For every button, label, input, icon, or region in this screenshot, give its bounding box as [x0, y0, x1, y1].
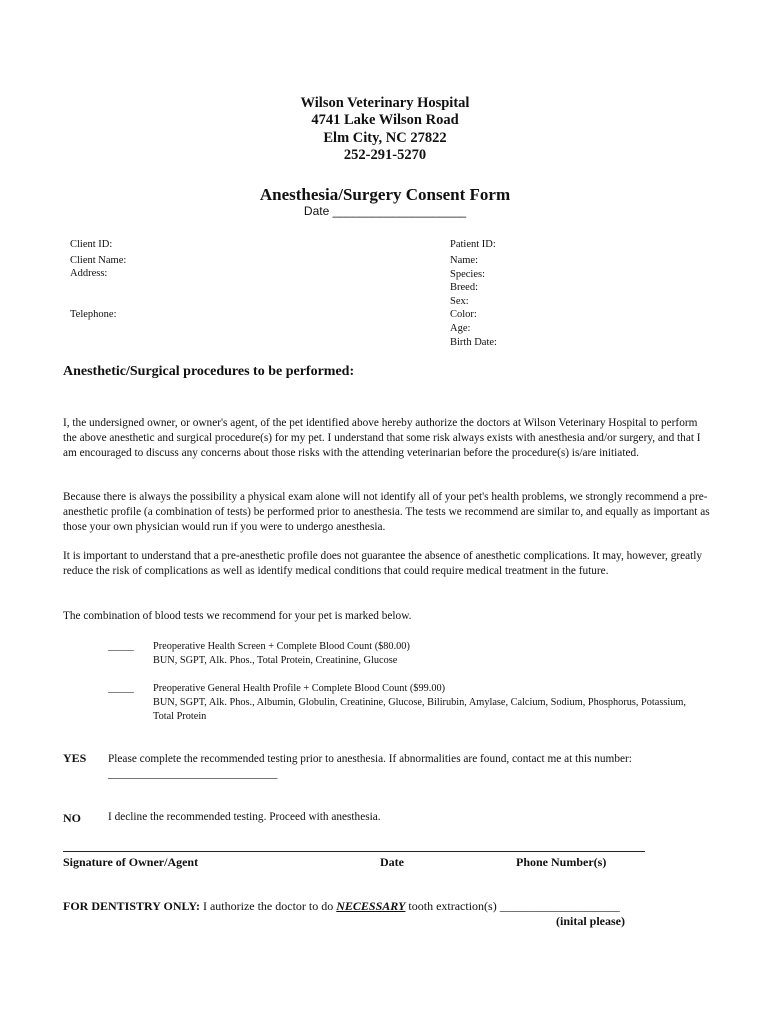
clinic-phone: 252-291-5270: [343, 147, 427, 163]
client-telephone-label: Telephone:: [70, 309, 117, 320]
signature-owner-label: Signature of Owner/Agent: [63, 855, 199, 869]
signature-line[interactable]: [63, 851, 645, 852]
dentistry-text-before: I authorize the doctor to do: [199, 899, 337, 913]
option-health-screen-title: Preoperative Health Screen + Complete Blood Count ($80.00): [153, 641, 410, 652]
dentistry-initials-label: (inital please): [556, 914, 625, 928]
option-health-profile: [153, 682, 698, 724]
option-health-screen: [153, 640, 713, 668]
option-health-profile-title: Preoperative General Health Profile + Complete Blood Count ($99.00): [153, 683, 446, 694]
option-health-screen-tests: BUN, SGPT, Alk. Phos., Total Protein, Creatinine, Glucose: [153, 655, 398, 666]
blood-tests-intro: The combination of blood tests we recommend for your pet is marked below.: [63, 610, 412, 622]
signature-date-label: Date: [380, 855, 404, 869]
patient-field-species: Species:: [450, 268, 485, 280]
patient-field-sex: Sex:: [450, 295, 469, 307]
dentistry-line: [63, 899, 620, 914]
dentistry-emphasis: NECESSARY: [336, 899, 406, 913]
option-health-profile-blank[interactable]: _____: [108, 683, 134, 694]
authorization-paragraph: I, the undersigned owner, or owner's agent, of the pet identified above hereby authorize the doctors at Wilson Veterinary Hospital to perform the above anesthetic and surgical procedure(s) for my pet. I understand that some risk always exists with anesthesia and/or surgery, and that I am encouraged to discuss any concerns about those risks with the attending veterinarian before the procedure(s) is/are initiated.: [63, 417, 701, 460]
no-label[interactable]: NO: [63, 811, 81, 825]
option-health-screen-blank[interactable]: _____: [108, 641, 134, 652]
client-id-label: Client ID:: [70, 239, 113, 250]
no-text: I decline the recommended testing. Proceed with anesthesia.: [108, 811, 381, 823]
client-address-label: Address:: [70, 268, 108, 279]
patient-field-birth-date: Birth Date:: [450, 336, 497, 348]
dentistry-prefix: FOR DENTISTRY ONLY:: [63, 899, 200, 913]
form-title: Anesthesia/Surgery Consent Form: [259, 185, 511, 204]
signature-phone-label: Phone Number(s): [516, 855, 607, 869]
procedures-heading: Anesthetic/Surgical procedures to be performed:: [63, 364, 355, 379]
patient-field-name: Name:: [450, 255, 478, 266]
profile-recommendation-paragraph: Because there is always the possibility a physical exam alone will not identify all of your pet's health problems, we strongly recommend a pre-anesthetic profile (a combination of tests) be performed prior to anesthesia. The tests we recommend are similar to, and equally as important as those your own physician would run if you were to undergo anesthesia.: [63, 491, 710, 534]
patient-fields: [450, 254, 497, 349]
client-name-label: Client Name:: [70, 255, 127, 266]
clinic-name: Wilson Veterinary Hospital: [300, 95, 470, 111]
date-field[interactable]: Date ____________________: [303, 204, 467, 218]
clinic-city: Elm City, NC 27822: [323, 130, 447, 146]
yes-label[interactable]: YES: [63, 751, 87, 765]
profile-disclaimer-paragraph: It is important to understand that a pre-anesthetic profile does not guarantee the absence of anesthetic complications. It may, however, greatly reduce the risk of complications as well as identify medical conditions that could require medical treatment in the future.: [63, 550, 703, 578]
yes-text: Please complete the recommended testing prior to anesthesia. If abnormalities are found, contact me at this number: ______________________________: [108, 753, 632, 781]
patient-field-color: Color:: [450, 309, 477, 321]
dentistry-initials-field[interactable]: tooth extraction(s) ____________________: [405, 899, 620, 913]
option-health-profile-tests: BUN, SGPT, Alk. Phos., Albumin, Globulin, Creatinine, Glucose, Bilirubin, Amylase, Calcium, Sodium, Phosphorus, Potassium, Total Protein: [153, 697, 686, 722]
patient-field-age: Age:: [450, 322, 471, 334]
patient-field-breed: Breed:: [450, 282, 478, 294]
clinic-street: 4741 Lake Wilson Road: [311, 112, 459, 128]
patient-id-label: Patient ID:: [450, 239, 496, 250]
